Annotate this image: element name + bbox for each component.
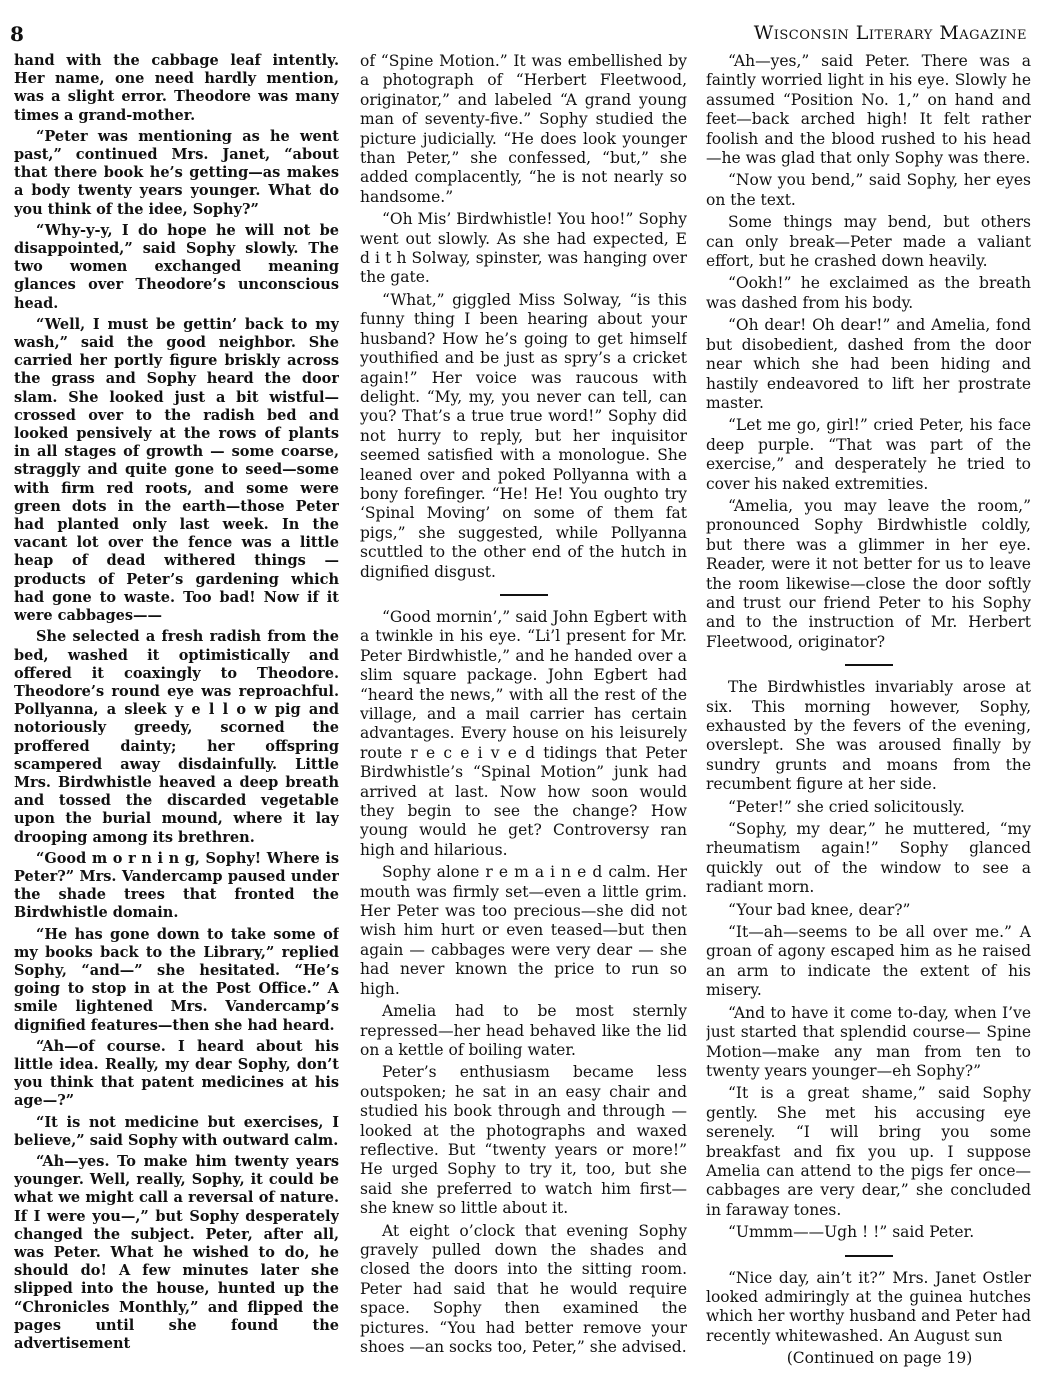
column-2 xyxy=(360,52,687,1372)
paragraph: “Now you bend,” said Sophy, her eyes on the text. xyxy=(706,171,1031,209)
paragraph: “Ookh!” he exclaimed as the breath was dashed from his body. xyxy=(706,274,1031,312)
paragraph: hand with the cabbage leaf intently. Her name, one need hardly mention, was a slight error. Theodore was many times a grand-mother. xyxy=(14,52,339,124)
page-number: 8 xyxy=(10,22,24,46)
paragraph: “He has gone down to take some of my books back to the Library,” replied Sophy, “and—” she hesitated. “He’s going to stop in at the Post Office.” A smile lightened Mrs. Vandercamp’s dignified features—then she had heard. xyxy=(14,925,339,1034)
paragraph: “Ah—yes. To make him twenty years younger. Well, really, Sophy, it could be what we might call a reversal of nature. If I were you—,” but Sophy desperately changed the subject. Peter, after all, was Peter. What he wished to do, he should do! A few minutes later she slipped into the house, hunted up the “Chronicles Monthly,” and flipped the pages until she found the advertisement xyxy=(14,1152,339,1353)
paragraph: “Oh Mis’ Birdwhistle! You hoo!” Sophy went out slowly. As she had expected, E d i t h Solway, spinster, was hanging over the gate. xyxy=(360,210,687,287)
running-head: Wisconsin Literary Magazine xyxy=(753,22,1027,44)
paragraph: Sophy alone r e m a i n e d calm. Her mouth was firmly set—even a little grim. Her Peter was too precious—she did not wish him hurt or even teased—but then again — cabbages were very dear — she had never known the price to run so high. xyxy=(360,863,687,998)
section-divider xyxy=(500,594,548,596)
paragraph: “It is a great shame,” said Sophy gently. She met his accusing eye serenely. “I will bring you some breakfast and fix you up. I suppose Amelia can attend to the pigs fer once—cabbages are very dear,” she concluded in faraway tones. xyxy=(706,1084,1031,1219)
paragraph: At eight o’clock that evening Sophy gravely pulled down the shades and closed the doors into the sitting room. Peter had said that he would require space. Sophy then examined the pictures. “You had better remove your shoes —an socks too, Peter,” she advised. xyxy=(360,1221,687,1356)
paragraph: “Why-y-y, I do hope he will not be disappointed,” said Sophy slowly. The two women exchanged meaning glances over Theodore’s unconscious head. xyxy=(14,221,339,312)
paragraph: “Nice day, ain’t it?” Mrs. Janet Ostler looked admiringly at the guinea hutches which her worthy husband and Peter had recently whitewashed. An August sun xyxy=(706,1268,1031,1345)
paragraph: She selected a fresh radish from the bed, washed it optimistically and offered it coaxingly to Theodore. Theodore’s round eye was reproachful. Pollyanna, a sleek y e l l o w pig and notoriously greedy, scorned the proffered dainty; her offspring scampered away disdainfully. Little Mrs. Birdwhistle heaved a deep breath and tossed the discarded vegetable upon the burial mound, where it lay drooping among its brethren. xyxy=(14,628,339,846)
column-3 xyxy=(706,52,1031,1372)
paragraph: The Birdwhistles invariably arose at six. This morning however, Sophy, exhausted by the fevers of the evening, overslept. She was aroused finally by sundry grunts and moans from the recumbent figure at her side. xyxy=(706,678,1031,794)
continued-note: (Continued on page 19) xyxy=(786,1349,973,1368)
paragraph: “Amelia, you may leave the room,” pronounced Sophy Birdwhistle coldly, but there was a glimmer in her eye. Reader, were it not better for us to leave the room likewise—close the door softly and trust our friend Peter to his Sophy and to the instruction of Mr. Herbert Fleetwood, originator? xyxy=(706,496,1031,651)
paragraph: “It—ah—seems to be all over me.” A groan of agony escaped him as he raised an arm to indicate the extent of his misery. xyxy=(706,923,1031,1000)
paragraph: of “Spine Motion.” It was embellished by a photograph of “Herbert Fleetwood, originator,” and labeled “A grand young man of seventy-five.” Sophy studied the picture judicially. “He does look younger than Peter,” she confessed, “but,” she added complacently, “he is not nearly so handsome.” xyxy=(360,52,687,206)
paragraph: “What,” giggled Miss Solway, “is this funny thing I been hearing about your husband? How he’s going to get himself youthified and be just as spry’s a cricket again!” Her voice was raucous with delight. “My, my, you never can tell, can you? That’s a true true word!” Sophy did not hurry to reply, but her inquisitor seemed satisfied with a monologue. She leaned over and poked Pollyanna with a bony forefinger. “He! He! You oughto try ‘Spinal Moving’ on some of them fat pigs,” she suggested, while Pollyanna scuttled to the other end of the hutch in dignified disgust. xyxy=(360,290,687,581)
paragraph: “Ah—of course. I heard about his little idea. Really, my dear Sophy, don’t you think that patent medicines at his age—?” xyxy=(14,1037,339,1110)
paragraph: “Ah—yes,” said Peter. There was a faintly worried light in his eye. Slowly he assumed “Position No. 1,” on hand and feet—back arched high! It felt rather foolish and the blood rushed to his head—he was glad that only Sophy was there. xyxy=(706,52,1031,168)
section-divider xyxy=(845,664,893,666)
paragraph: Some things may bend, but others can only break—Peter made a valiant effort, but he crashed down heavily. xyxy=(706,213,1031,271)
paragraph: “Sophy, my dear,” he muttered, “my rheumatism again!” Sophy glanced quickly out of the window to see a radiant morn. xyxy=(706,820,1031,897)
paragraph: “Peter!” she cried solicitously. xyxy=(728,797,965,816)
paragraph: “And to have it come to-day, when I’ve just started that splendid course— Spine Motion—make any man from ten to twenty years younger—eh Sophy?” xyxy=(706,1003,1031,1080)
paragraph: Amelia had to be most sternly repressed—her head behaved like the lid on a kettle of boiling water. xyxy=(360,1002,687,1059)
paragraph: “Well, I must be gettin’ back to my wash,” said the good neighbor. She carried her portly figure briskly across the grass and Sophy heard the door slam. She looked just a bit wistful—crossed over to the radish bed and looked pensively at the rows of plants in all stages of growth — some coarse, straggly and quite gone to seed—some with firm red roots, and some were green dots in the earth—those Peter had planted only last week. In the vacant lot over the fence was a little heap of dead withered things —products of Peter’s gardening which had gone to waste. Too bad! Now if it were cabbages—— xyxy=(14,315,339,625)
paragraph: “Peter was mentioning as he went past,” continued Mrs. Janet, “about that there book he’s getting—as makes a body twenty years younger. What do you think of the idee, Sophy?” xyxy=(14,127,339,218)
paragraph: “Your bad knee, dear?” xyxy=(728,900,911,919)
paragraph: “Ummm——Ugh ! !” said Peter. xyxy=(728,1223,975,1242)
paragraph: “Let me go, girl!” cried Peter, his face deep purple. “That was part of the exercise,” and desperately he tried to cover his naked extremities. xyxy=(706,416,1031,493)
paragraph: Peter’s enthusiasm became less outspoken; he sat in an easy chair and studied his book through and through —looked at the photographs and waxed reflective. But “twenty years or more!” He urged Sophy to try it, too, but she said she preferred to watch him first— she knew so little about it. xyxy=(360,1063,687,1218)
paragraph: “Good mornin’,” said John Egbert with a twinkle in his eye. “Li’l present for Mr. Peter Birdwhistle,” and he handed over a slim square package. John Egbert had “heard the news,” with all the rest of the village, and a mail carrier has certain advantages. Every house on his leisurely route r e c e i v e d tidings that Peter Birdwhistle’s “Spinal Motion” junk had arrived at last. Now how soon would they begin to see the change? How young would he get? Controversy ran high and hilarious. xyxy=(360,607,687,859)
paragraph: “Good m o r n i n g, Sophy! Where is Peter?” Mrs. Vandercamp paused under the shade trees that fronted the Birdwhistle domain. xyxy=(14,849,339,922)
paragraph: “It is not medicine but exercises, I believe,” said Sophy with outward calm. xyxy=(14,1113,339,1149)
paragraph: “Oh dear! Oh dear!” and Amelia, fond but disobedient, dashed from the door near which she had been hiding and hastily endeavored to lift her prostrate master. xyxy=(706,316,1031,412)
section-divider xyxy=(845,1255,893,1257)
column-1 xyxy=(14,52,339,1372)
